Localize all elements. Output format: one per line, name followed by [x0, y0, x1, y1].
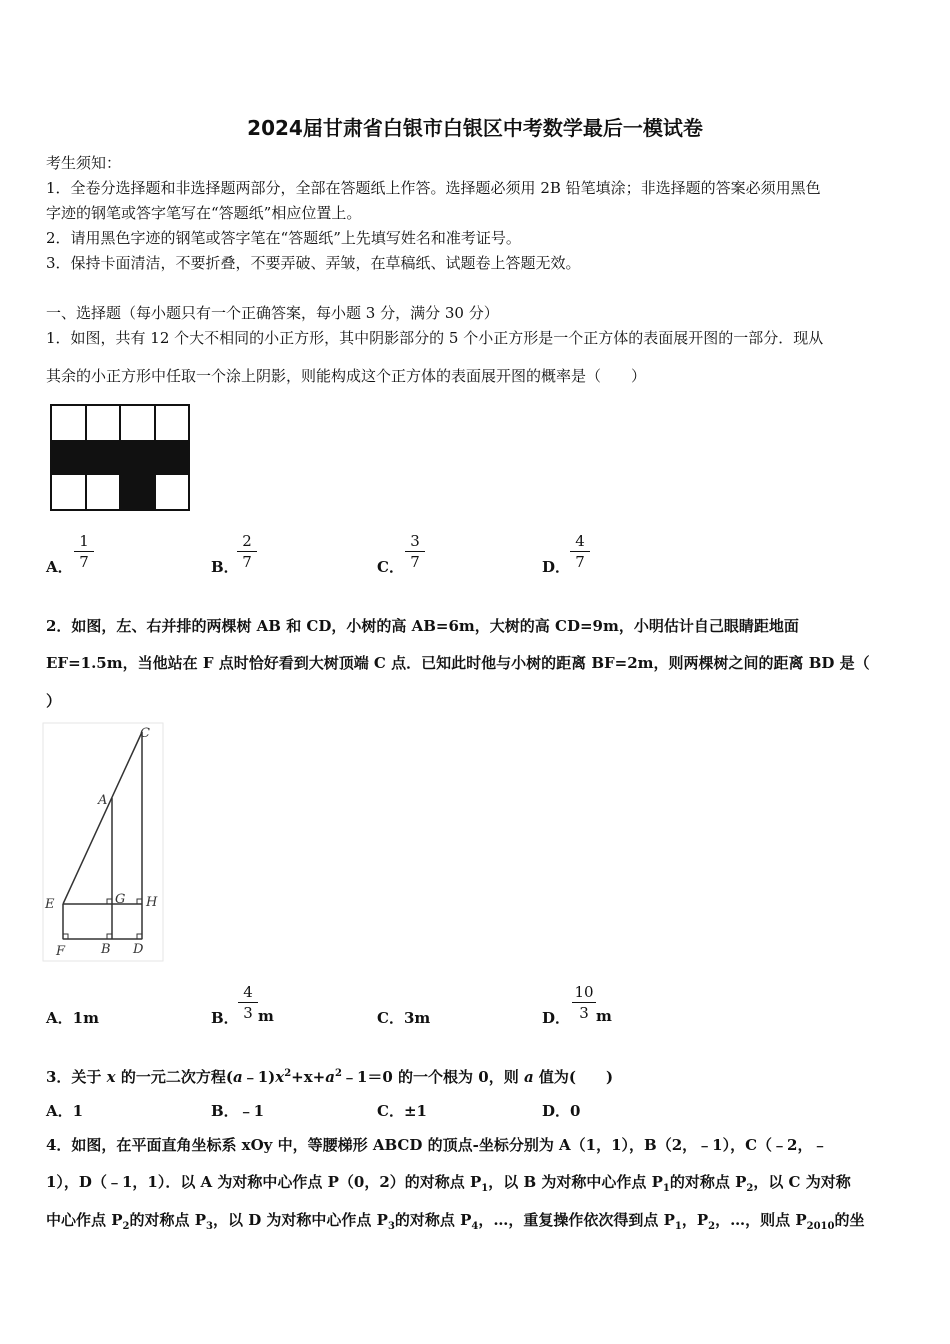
fraction-numerator: 1 [79, 532, 89, 550]
notice-line-3: 3．保持卡面清洁，不要折叠，不要弄破、弄皱，在草稿纸、试题卷上答题无效。 [46, 254, 581, 272]
fraction-numerator: 2 [242, 532, 252, 550]
notice-heading: 考生须知： [46, 154, 122, 172]
q2-label-a: A [98, 793, 108, 808]
q2-label-b: B [101, 942, 111, 957]
fraction-denominator: 3 [579, 1004, 589, 1022]
q1-option-b-fraction [235, 532, 259, 571]
q2-label-g: G [115, 892, 126, 907]
q1-option-a-fraction [72, 532, 96, 571]
notice-line-1b: 字迹的钢笔或答字笔写在“答题纸”相应位置上。 [46, 204, 362, 222]
q1-shaded-row [51, 440, 189, 475]
q2-label-d: D [133, 942, 144, 957]
section-heading: 一、选择题（每小题只有一个正确答案，每小题 3 分，满分 30 分） [46, 304, 499, 322]
fraction-denominator: 7 [79, 553, 89, 571]
q2-trees-figure [42, 722, 167, 964]
q2-option-c[interactable]: C．3m [377, 1009, 431, 1027]
fraction-numerator: 10 [574, 983, 594, 1001]
q1-option-c-letter[interactable]: C． [377, 558, 404, 576]
q2-figure-border [43, 723, 163, 961]
q2-option-b-unit: m [258, 1007, 274, 1025]
fraction-numerator: 3 [410, 532, 420, 550]
q2-label-e: E [45, 897, 55, 912]
q1-grid-figure [50, 404, 192, 512]
fraction-numerator: 4 [575, 532, 585, 550]
q2-text-line-1: 2．如图，左、右并排的两棵树 AB 和 CD，小树的高 AB=6m，大树的高 CD=9m，小明估计自己眼睛距地面 [46, 617, 799, 635]
q2-label-h: H [146, 895, 158, 910]
q2-option-d-unit: m [596, 1007, 612, 1025]
q2-label-c: C [140, 726, 150, 741]
fraction-denominator: 7 [575, 553, 585, 571]
q1-option-a-letter[interactable]: A． [46, 558, 73, 576]
q3-option-b[interactable]: B．﹣1 [211, 1102, 265, 1120]
fraction-denominator: 3 [243, 1004, 253, 1022]
page-title: 2024届甘肃省白银市白银区中考数学最后一模试卷 [247, 116, 703, 140]
q1-option-d-fraction [568, 532, 592, 571]
q4-text-line-3: 中心作点 $P_2$的对称点 $P_3$，以 D 为对称中心作点 $P_3$的对称点 $P_4$，…，重复操作依次得到点 $P_1$，$P_2$，…，则点 $P_{2010}$的坐 [46, 1211, 865, 1232]
q2-option-b-letter[interactable]: B． [211, 1009, 239, 1027]
q1-text-line-2: 其余的小正方形中任取一个涂上阴影，则能构成这个正方体的表面展开图的概率是（ ） [46, 367, 647, 385]
fraction-numerator: 4 [243, 983, 253, 1001]
q2-label-f: F [56, 944, 66, 959]
q1-option-b-letter[interactable]: B． [211, 558, 239, 576]
q2-text-line-3: ） [46, 692, 62, 710]
q2-option-a[interactable]: A．1m [46, 1009, 99, 1027]
q2-sight-line [63, 732, 142, 904]
q1-text-line-1: 1．如图，共有 12 个大不相同的小正方形，其中阴影部分的 5 个小正方形是一个正方体的表面展开图的一部分．现从 [46, 329, 824, 347]
q4-text-line-1: 4．如图，在平面直角坐标系 xOy 中，等腰梯形 ABCD 的顶点-坐标分别为 A（1，1），B（2，﹣1），C（﹣2，﹣ [46, 1136, 828, 1154]
notice-line-1a: 1．全卷分选择题和非选择题两部分，全部在答题纸上作答。选择题必须用 2B 铅笔填涂；非选择题的答案必须用黑色 [46, 179, 821, 197]
q2-option-b-fraction [236, 983, 260, 1022]
q3-option-a[interactable]: A．1 [46, 1102, 84, 1120]
q1-shaded-cell [120, 475, 155, 510]
q4-text-line-2: 1），D（﹣1，1）．以 A 为对称中心作点 P（0，2）的对称点 $P_1$，以 B 为对称中心作点 $P_1$的对称点 $P_2$，以 C 为对称 [46, 1173, 851, 1194]
q3-option-c[interactable]: C．±1 [377, 1102, 427, 1120]
q3-text: 3．关于 x 的一元二次方程$(a﹣1)x^2+x+a^2﹣1=0$ 的一个根为 0，则 a 值为( ) [46, 1068, 614, 1086]
notice-line-2: 2．请用黑色字迹的钢笔或答字笔在“答题纸”上先填写姓名和准考证号。 [46, 229, 521, 247]
q2-option-d-fraction [570, 983, 598, 1022]
fraction-denominator: 7 [242, 553, 252, 571]
q2-option-d-letter[interactable]: D． [542, 1009, 571, 1027]
q1-option-d-letter[interactable]: D． [542, 558, 571, 576]
fraction-denominator: 7 [410, 553, 420, 571]
q2-text-line-2: EF=1.5m，当他站在 F 点时恰好看到大树顶端 C 点．已知此时他与小树的距离 BF=2m，则两棵树之间的距离 BD 是（ [46, 654, 870, 672]
q1-option-c-fraction [403, 532, 427, 571]
q3-option-d[interactable]: D．0 [542, 1102, 581, 1120]
